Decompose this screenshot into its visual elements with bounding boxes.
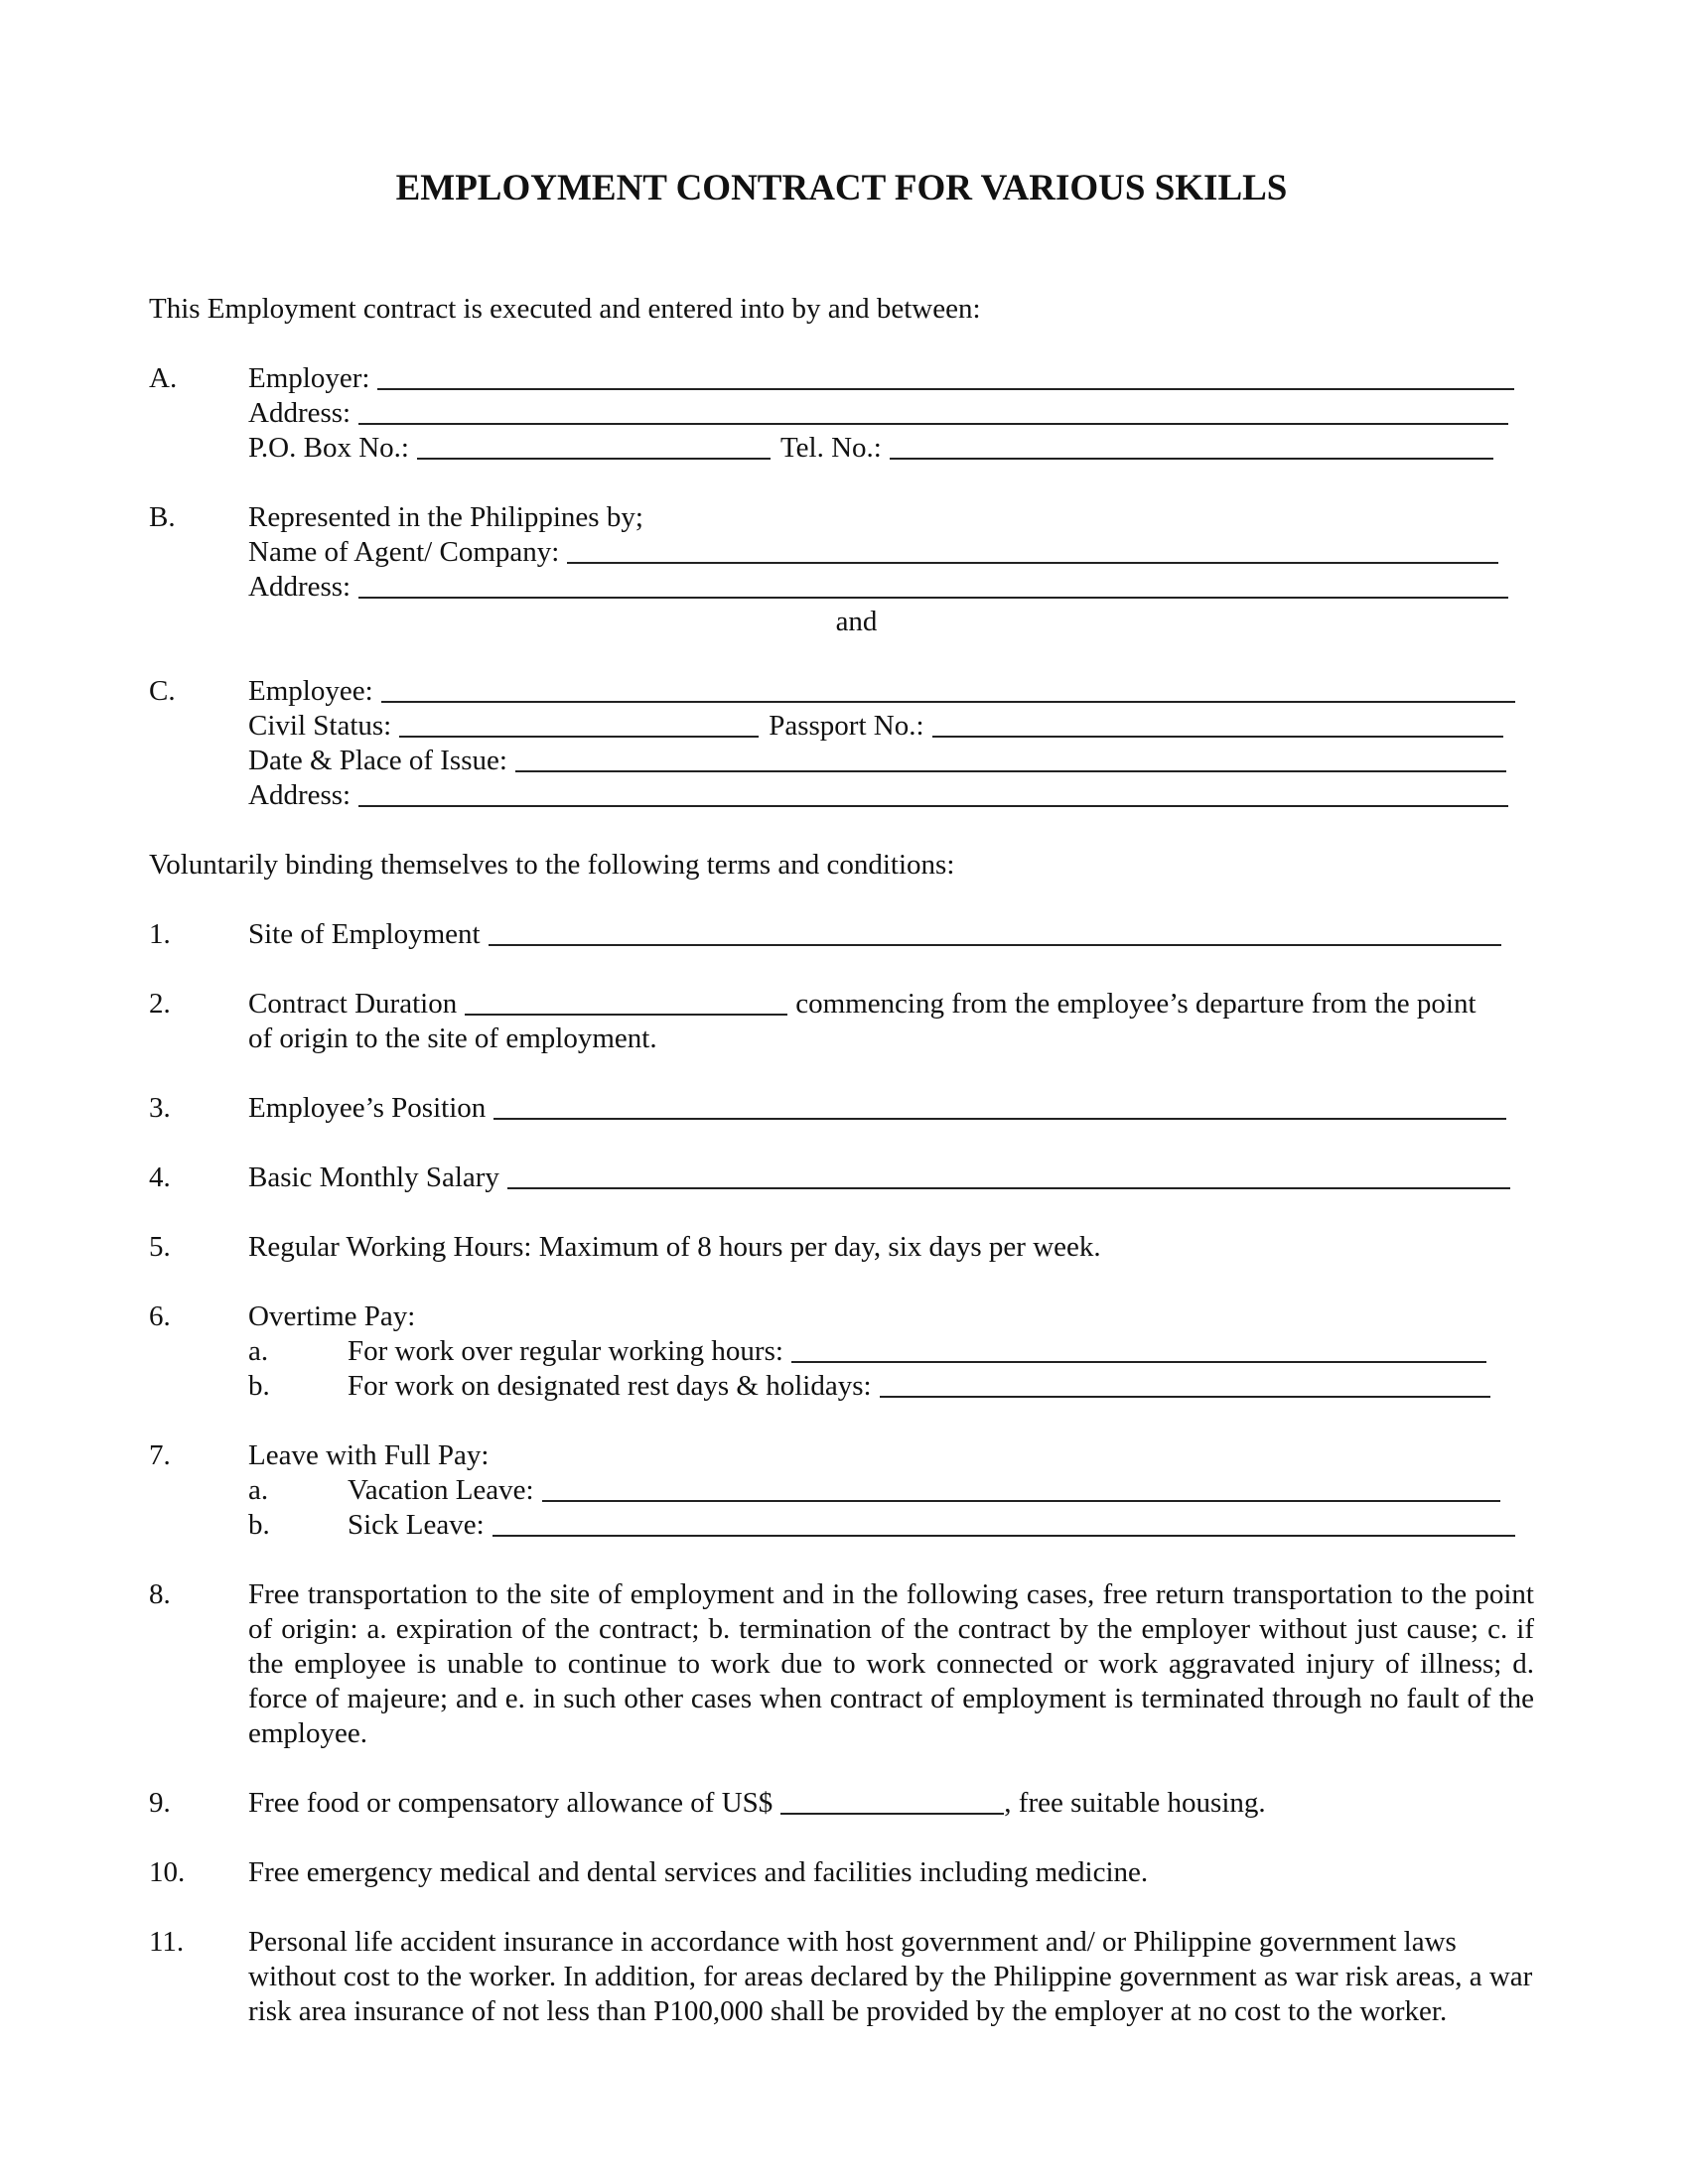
- terms-intro: Voluntarily binding themselves to the following terms and conditions:: [149, 849, 955, 881]
- site-field[interactable]: [489, 918, 1501, 946]
- allowance-post: , free suitable housing.: [1004, 1787, 1266, 1819]
- item-1-number: 1.: [149, 918, 171, 950]
- item-2: [149, 987, 1534, 1056]
- vacation-leave-label: Vacation Leave:: [348, 1474, 534, 1506]
- represented-label: Represented in the Philippines by;: [248, 501, 643, 533]
- agent-address-field[interactable]: [358, 571, 1508, 599]
- item-5: [149, 1230, 1534, 1265]
- item-9-number: 9.: [149, 1787, 171, 1819]
- vacation-leave-field[interactable]: [542, 1474, 1500, 1502]
- sick-leave-field[interactable]: [492, 1509, 1515, 1537]
- duration-rest: commencing from the employee’s departure from the point: [795, 988, 1477, 1020]
- civil-status-label: Civil Status:: [248, 710, 392, 742]
- and-text: and: [835, 606, 878, 637]
- item-8: [149, 1577, 1534, 1751]
- duration-field[interactable]: [465, 988, 787, 1016]
- item-7-number: 7.: [149, 1439, 171, 1471]
- overtime-label: Overtime Pay:: [248, 1300, 416, 1332]
- party-a-section: [149, 361, 1534, 466]
- item-3: [149, 1091, 1534, 1126]
- salary-label: Basic Monthly Salary: [248, 1161, 499, 1193]
- issue-field[interactable]: [515, 745, 1506, 772]
- overtime-b-letter: b.: [248, 1370, 270, 1402]
- position-label: Employee’s Position: [248, 1092, 487, 1124]
- item-11-number: 11.: [149, 1926, 185, 1958]
- overtime-holiday-field[interactable]: [880, 1370, 1490, 1398]
- employee-address-label: Address:: [248, 779, 352, 811]
- pobox-label: P.O. Box No.:: [248, 432, 409, 464]
- employer-label: Employer:: [248, 362, 370, 394]
- item-6: [149, 1299, 1534, 1404]
- leave-label: Leave with Full Pay:: [248, 1439, 490, 1471]
- position-field[interactable]: [493, 1092, 1506, 1120]
- item-6-number: 6.: [149, 1300, 171, 1332]
- party-b-letter: B.: [149, 501, 176, 533]
- party-a-letter: A.: [149, 362, 178, 394]
- medical-text: Free emergency medical and dental services and facilities including medicine.: [248, 1856, 1149, 1888]
- agent-field[interactable]: [567, 536, 1498, 564]
- site-label: Site of Employment: [248, 918, 481, 950]
- agent-label: Name of Agent/ Company:: [248, 536, 560, 568]
- insurance-text: Personal life accident insurance in accordance with host government and/ or Philippine government laws without cost to the worker. In addition, for areas declared by the Philippine government as war risk areas, a war risk area insurance of not less than P100,000 shall be provided by the employer at no cost to the worker.: [248, 1926, 1533, 2027]
- employee-address-field[interactable]: [358, 779, 1508, 807]
- agent-address-label: Address:: [248, 571, 352, 603]
- item-3-number: 3.: [149, 1092, 171, 1124]
- employee-label: Employee:: [248, 675, 373, 707]
- document-title: EMPLOYMENT CONTRACT FOR VARIOUS SKILLS: [395, 168, 1288, 208]
- issue-label: Date & Place of Issue:: [248, 745, 507, 776]
- allowance-pre: Free food or compensatory allowance of US$: [248, 1787, 774, 1819]
- passport-field[interactable]: [932, 710, 1503, 738]
- item-5-number: 5.: [149, 1231, 171, 1263]
- item-10-number: 10.: [149, 1856, 186, 1888]
- party-c-section: [149, 674, 1534, 813]
- item-8-number: 8.: [149, 1578, 171, 1610]
- tel-field[interactable]: [890, 432, 1493, 460]
- leave-a-letter: a.: [248, 1474, 269, 1506]
- item-9: [149, 1786, 1534, 1821]
- party-c-letter: C.: [149, 675, 176, 707]
- allowance-field[interactable]: [780, 1787, 1004, 1815]
- employer-address-label: Address:: [248, 397, 352, 429]
- duration-label: Contract Duration: [248, 988, 458, 1020]
- contract-page: [149, 0, 1534, 2184]
- item-2-number: 2.: [149, 988, 171, 1020]
- employee-field[interactable]: [381, 675, 1515, 703]
- sick-leave-label: Sick Leave:: [348, 1509, 485, 1541]
- item-10: [149, 1855, 1534, 1890]
- working-hours-text: Regular Working Hours: Maximum of 8 hours per day, six days per week.: [248, 1231, 1101, 1263]
- item-7: [149, 1438, 1534, 1543]
- employer-address-field[interactable]: [358, 397, 1508, 425]
- item-4-number: 4.: [149, 1161, 171, 1193]
- intro-text: This Employment contract is executed and entered into by and between:: [149, 293, 981, 325]
- tel-label: Tel. No.:: [779, 432, 882, 464]
- civil-status-field[interactable]: [399, 710, 759, 738]
- overtime-regular-field[interactable]: [791, 1335, 1486, 1363]
- party-b-section: [149, 500, 1534, 639]
- duration-cont: of origin to the site of employment.: [248, 1023, 657, 1054]
- item-11: [149, 1925, 1534, 2029]
- item-1: [149, 917, 1534, 952]
- transportation-text: Free transportation to the site of employment and in the following cases, free return transportation to the point of origin: a. expiration of the contract; b. termination of the contract by the employer without just cause; c. if the employee is unable to continue to work due to work connected or work aggravated injury of illness; d. force of majeure; and e. in such other cases when contract of employment is terminated through no fault of the employee.: [248, 1578, 1534, 1749]
- leave-b-letter: b.: [248, 1509, 270, 1541]
- overtime-b-label: For work on designated rest days & holidays:: [348, 1370, 872, 1402]
- overtime-a-label: For work over regular working hours:: [348, 1335, 783, 1367]
- item-4: [149, 1160, 1534, 1195]
- passport-label: Passport No.:: [769, 710, 924, 742]
- overtime-a-letter: a.: [248, 1335, 269, 1367]
- pobox-field[interactable]: [417, 432, 771, 460]
- salary-field[interactable]: [507, 1161, 1510, 1189]
- employer-field[interactable]: [377, 362, 1514, 390]
